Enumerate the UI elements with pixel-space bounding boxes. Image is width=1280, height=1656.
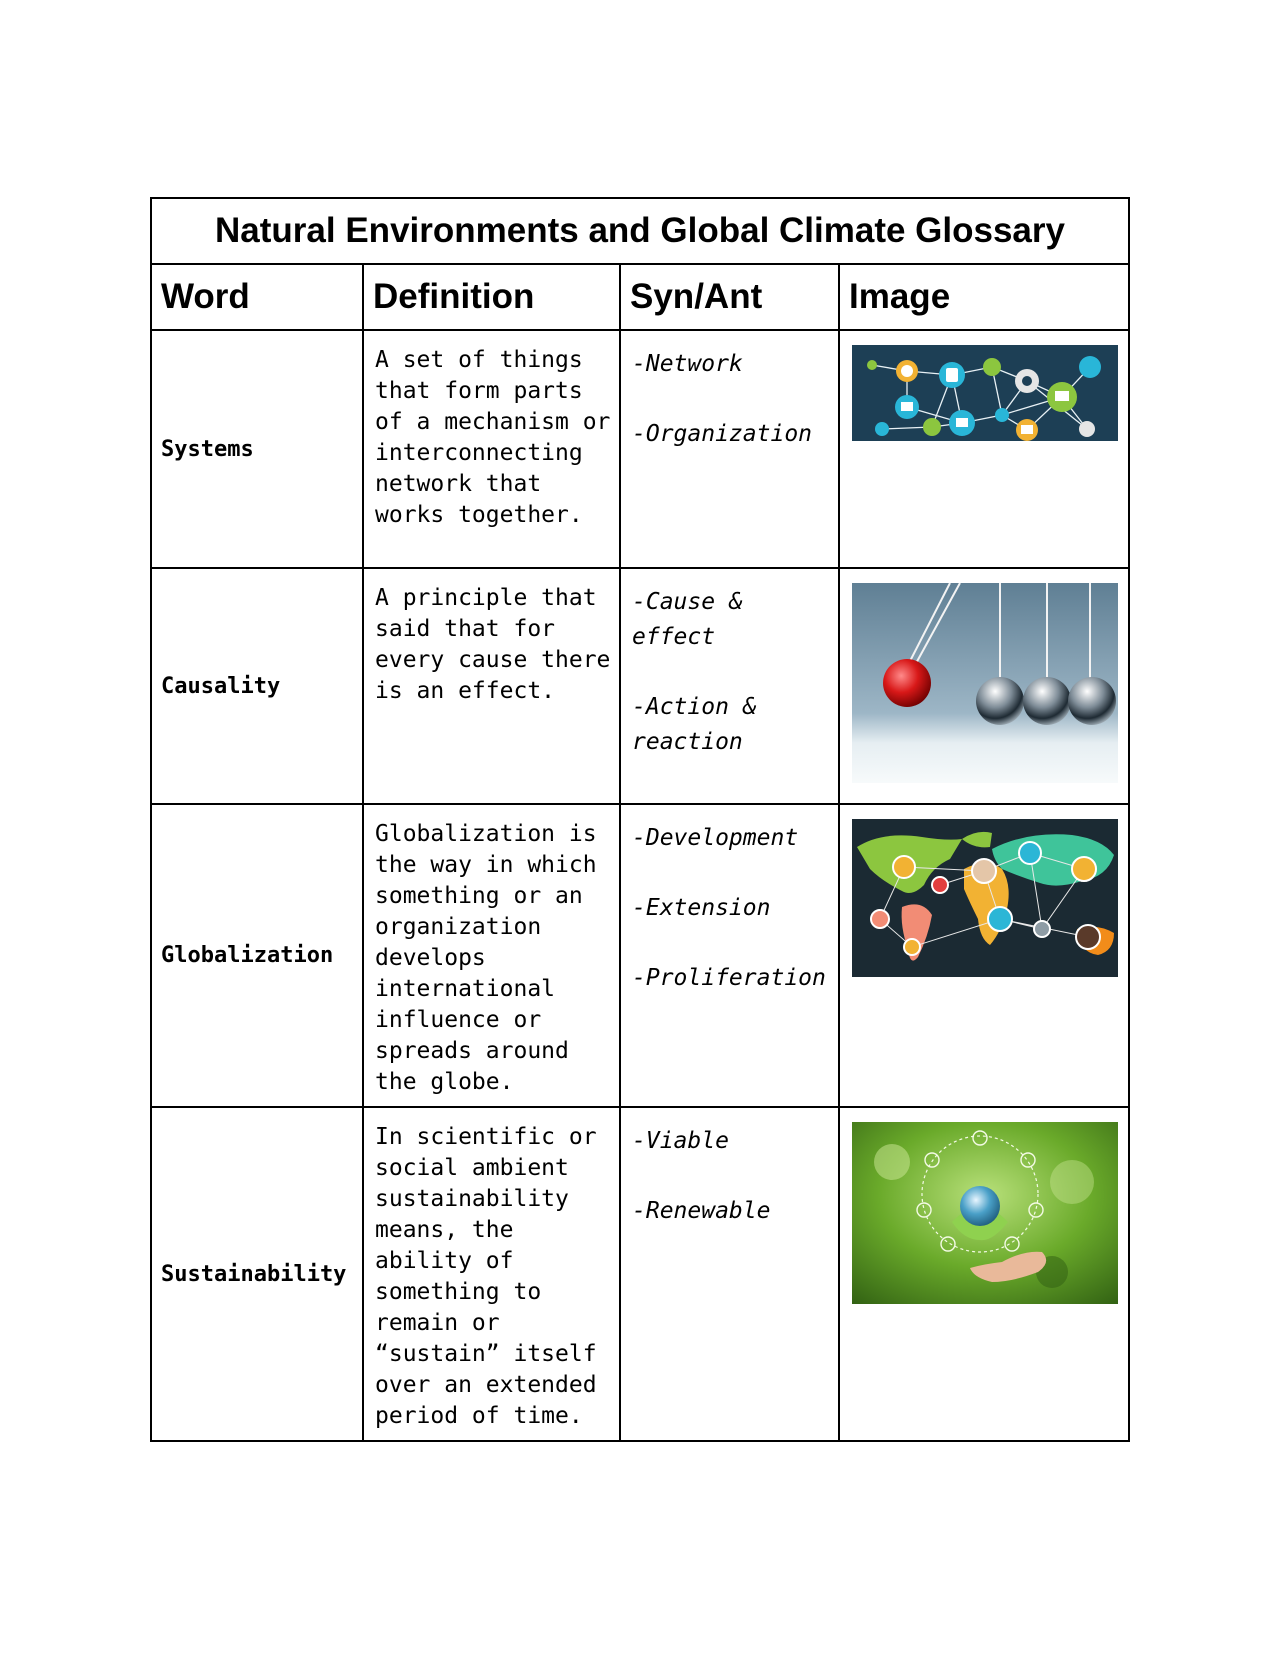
syn-ant-cell	[620, 330, 839, 568]
glossary-title: Natural Environments and Global Climate Glossary	[151, 198, 1129, 264]
definition-cell: A set of things that form parts of a mechanism or interconnecting network that works together.	[363, 330, 620, 568]
syn-item: -Renewable	[632, 1198, 771, 1224]
syn-item: -Action & reaction	[632, 694, 757, 755]
header-syn-ant: Syn/Ant	[620, 264, 839, 330]
table-row	[151, 330, 1129, 568]
syn-ant-cell	[620, 568, 839, 804]
word-cell: Systems	[151, 330, 363, 568]
newtons-cradle-image	[852, 583, 1118, 783]
header-image: Image	[839, 264, 1129, 330]
syn-item: -Network	[632, 351, 743, 377]
network-systems-image	[852, 345, 1118, 441]
header-definition: Definition	[363, 264, 620, 330]
syn-item: -Viable	[632, 1128, 729, 1154]
syn-item: -Extension	[632, 895, 771, 921]
syn-item: -Organization	[632, 421, 813, 447]
glossary-table	[150, 197, 1130, 1442]
word-cell: Causality	[151, 568, 363, 804]
image-cell	[839, 1107, 1129, 1441]
table-row	[151, 804, 1129, 1107]
table-row	[151, 1107, 1129, 1441]
definition-cell: In scientific or social ambient sustainability means, the ability of something to remain or “sustain” itself over an extended period of time.	[363, 1107, 620, 1441]
syn-ant-cell	[620, 1107, 839, 1441]
syn-item: -Cause & effect	[632, 589, 743, 650]
image-cell	[839, 330, 1129, 568]
image-cell	[839, 804, 1129, 1107]
definition-cell: A principle that said that for every cause there is an effect.	[363, 568, 620, 804]
syn-item: -Development	[632, 825, 799, 851]
world-map-network-image	[852, 819, 1118, 977]
syn-item: -Proliferation	[632, 965, 826, 991]
word-cell: Sustainability	[151, 1107, 363, 1441]
table-row	[151, 568, 1129, 804]
definition-cell: Globalization is the way in which something or an organization develops international influence or spreads around the globe.	[363, 804, 620, 1107]
syn-ant-cell	[620, 804, 839, 1107]
header-word: Word	[151, 264, 363, 330]
image-cell	[839, 568, 1129, 804]
word-cell: Globalization	[151, 804, 363, 1107]
globe-in-hand-image	[852, 1122, 1118, 1304]
